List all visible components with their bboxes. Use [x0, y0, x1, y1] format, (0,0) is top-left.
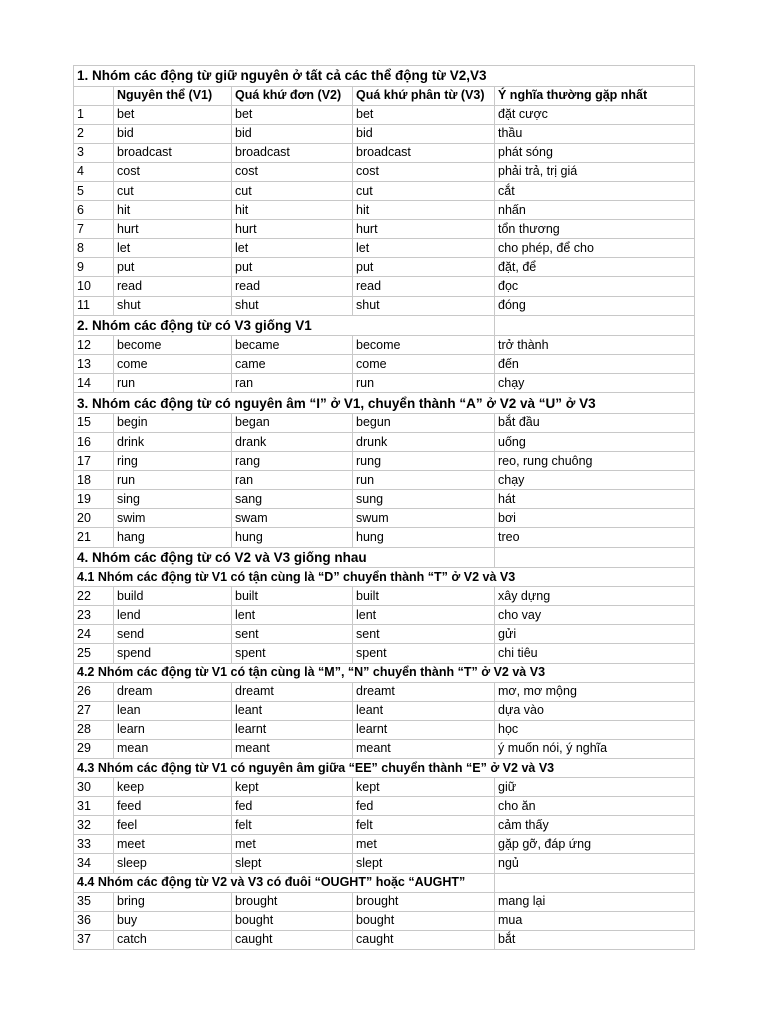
irregular-verbs-table — [73, 65, 695, 950]
cell-meaning: cho phép, để cho — [495, 239, 695, 258]
cell-v2: ran — [232, 374, 353, 393]
table-row — [74, 854, 695, 873]
cell-v1: sing — [114, 490, 232, 509]
cell-v2: drank — [232, 433, 353, 452]
cell-v1: run — [114, 471, 232, 490]
cell-v2: brought — [232, 892, 353, 911]
cell-no: 35 — [74, 892, 114, 911]
column-header-row — [74, 86, 695, 105]
cell-no: 5 — [74, 181, 114, 200]
cell-meaning: reo, rung chuông — [495, 452, 695, 471]
cell-v3: sent — [353, 625, 495, 644]
cell-v3: hung — [353, 528, 495, 547]
cell-v2: rang — [232, 452, 353, 471]
cell-v3: drunk — [353, 433, 495, 452]
cell-v2: bid — [232, 124, 353, 143]
cell-no: 16 — [74, 433, 114, 452]
cell-v2: slept — [232, 854, 353, 873]
cell-v2: became — [232, 336, 353, 355]
cell-no: 7 — [74, 220, 114, 239]
table-row — [74, 911, 695, 930]
table-row — [74, 143, 695, 162]
cell-v2: cut — [232, 181, 353, 200]
cell-v1: hurt — [114, 220, 232, 239]
cell-v2: lent — [232, 606, 353, 625]
cell-meaning: cảm thấy — [495, 816, 695, 835]
cell-v3: let — [353, 239, 495, 258]
cell-v3: bid — [353, 124, 495, 143]
table-row — [74, 181, 695, 200]
cell-v3: meant — [353, 739, 495, 758]
cell-meaning: đặt, để — [495, 258, 695, 277]
cell-v2: spent — [232, 644, 353, 663]
table-row — [74, 490, 695, 509]
cell-v1: read — [114, 277, 232, 296]
cell-v3: shut — [353, 296, 495, 315]
table-row — [74, 606, 695, 625]
cell-meaning: cắt — [495, 181, 695, 200]
cell-meaning: đến — [495, 355, 695, 374]
cell-meaning: đặt cược — [495, 105, 695, 124]
cell-v1: let — [114, 239, 232, 258]
cell-v1: swim — [114, 509, 232, 528]
cell-v3: swum — [353, 509, 495, 528]
cell-no: 3 — [74, 143, 114, 162]
cell-v2: met — [232, 835, 353, 854]
cell-meaning: trở thành — [495, 336, 695, 355]
cell-no: 17 — [74, 452, 114, 471]
cell-v3: hurt — [353, 220, 495, 239]
table-row — [74, 930, 695, 949]
table-row — [74, 355, 695, 374]
cell-meaning: ý muốn nói, ý nghĩa — [495, 739, 695, 758]
table-row — [74, 413, 695, 432]
table-row — [74, 124, 695, 143]
cell-meaning: treo — [495, 528, 695, 547]
cell-v2: read — [232, 277, 353, 296]
subsection-title: 4.1 Nhóm các động từ V1 có tận cùng là “D” chuyển thành “T” ở V2 và V3 — [74, 568, 695, 587]
table-row — [74, 625, 695, 644]
section-heading-row — [74, 547, 695, 568]
cell-v1: feed — [114, 797, 232, 816]
cell-v3: lent — [353, 606, 495, 625]
cell-v2: bet — [232, 105, 353, 124]
cell-no: 34 — [74, 854, 114, 873]
cell-v3: run — [353, 374, 495, 393]
cell-v2: sang — [232, 490, 353, 509]
cell-v2: ran — [232, 471, 353, 490]
cell-no: 10 — [74, 277, 114, 296]
cell-v1: hit — [114, 201, 232, 220]
cell-v2: let — [232, 239, 353, 258]
cell-v3: kept — [353, 778, 495, 797]
table-row — [74, 336, 695, 355]
cell-v1: come — [114, 355, 232, 374]
cell-v3: bet — [353, 105, 495, 124]
table-row — [74, 739, 695, 758]
cell-no: 32 — [74, 816, 114, 835]
cell-v1: mean — [114, 739, 232, 758]
cell-v2: leant — [232, 701, 353, 720]
cell-v2: felt — [232, 816, 353, 835]
section-title: 4. Nhóm các động từ có V2 và V3 giống nhau — [74, 547, 495, 568]
subsection-title: 4.4 Nhóm các động từ V2 và V3 có đuôi “OUGHT” hoặc “AUGHT” — [74, 873, 495, 892]
column-header-v2: Quá khứ đơn (V2) — [232, 86, 353, 105]
cell-meaning: chi tiêu — [495, 644, 695, 663]
cell-v3: leant — [353, 701, 495, 720]
cell-no: 2 — [74, 124, 114, 143]
cell-no: 14 — [74, 374, 114, 393]
table-row — [74, 509, 695, 528]
cell-meaning: chạy — [495, 374, 695, 393]
column-header-v1: Nguyên thể (V1) — [114, 86, 232, 105]
cell-meaning: đọc — [495, 277, 695, 296]
cell-no: 36 — [74, 911, 114, 930]
cell-v1: learn — [114, 720, 232, 739]
cell-v1: bid — [114, 124, 232, 143]
cell-meaning: học — [495, 720, 695, 739]
subsection-heading-row — [74, 759, 695, 778]
cell-v1: dream — [114, 682, 232, 701]
cell-no: 12 — [74, 336, 114, 355]
cell-no: 20 — [74, 509, 114, 528]
section-title: 2. Nhóm các động từ có V3 giống V1 — [74, 315, 495, 336]
subsection-heading-row — [74, 663, 695, 682]
cell-v2: meant — [232, 739, 353, 758]
section-title: 1. Nhóm các động từ giữ nguyên ở tất cả các thể động từ V2,V3 — [74, 66, 695, 87]
cell-v1: catch — [114, 930, 232, 949]
cell-v3: begun — [353, 413, 495, 432]
cell-v1: send — [114, 625, 232, 644]
cell-v1: lend — [114, 606, 232, 625]
table-row — [74, 258, 695, 277]
cell-meaning: đóng — [495, 296, 695, 315]
column-header-v3: Quá khứ phân từ (V3) — [353, 86, 495, 105]
cell-meaning: cho vay — [495, 606, 695, 625]
cell-v2: fed — [232, 797, 353, 816]
cell-no: 21 — [74, 528, 114, 547]
cell-v2: caught — [232, 930, 353, 949]
cell-v2: cost — [232, 162, 353, 181]
table-row — [74, 892, 695, 911]
cell-v1: meet — [114, 835, 232, 854]
cell-v2: learnt — [232, 720, 353, 739]
cell-v1: spend — [114, 644, 232, 663]
verbs-table-body — [74, 66, 695, 950]
cell-meaning: gửi — [495, 625, 695, 644]
cell-no: 30 — [74, 778, 114, 797]
cell-meaning: uống — [495, 433, 695, 452]
cell-no: 29 — [74, 739, 114, 758]
table-row — [74, 162, 695, 181]
table-row — [74, 644, 695, 663]
cell-no: 8 — [74, 239, 114, 258]
cell-meaning: phải trả, trị giá — [495, 162, 695, 181]
cell-v1: hang — [114, 528, 232, 547]
cell-meaning: tổn thương — [495, 220, 695, 239]
table-row — [74, 374, 695, 393]
cell-v1: bet — [114, 105, 232, 124]
cell-no: 11 — [74, 296, 114, 315]
cell-v3: run — [353, 471, 495, 490]
cell-no: 1 — [74, 105, 114, 124]
cell-v2: came — [232, 355, 353, 374]
cell-v1: buy — [114, 911, 232, 930]
cell-v2: hurt — [232, 220, 353, 239]
cell-v3: built — [353, 587, 495, 606]
cell-v2: hung — [232, 528, 353, 547]
cell-no: 18 — [74, 471, 114, 490]
cell-v1: drink — [114, 433, 232, 452]
cell-meaning: bắt đầu — [495, 413, 695, 432]
cell-v2: bought — [232, 911, 353, 930]
cell-v3: hit — [353, 201, 495, 220]
table-row — [74, 239, 695, 258]
cell-no: 31 — [74, 797, 114, 816]
table-row — [74, 105, 695, 124]
table-row — [74, 797, 695, 816]
cell-v3: spent — [353, 644, 495, 663]
cell-meaning: nhấn — [495, 201, 695, 220]
cell-v3: cut — [353, 181, 495, 200]
section-heading-row — [74, 66, 695, 87]
cell-meaning: mơ, mơ mộng — [495, 682, 695, 701]
table-row — [74, 220, 695, 239]
cell-v1: feel — [114, 816, 232, 835]
cell-no: 13 — [74, 355, 114, 374]
empty-cell — [495, 547, 695, 568]
cell-no: 25 — [74, 644, 114, 663]
cell-meaning: chạy — [495, 471, 695, 490]
table-row — [74, 296, 695, 315]
cell-v2: shut — [232, 296, 353, 315]
cell-no: 15 — [74, 413, 114, 432]
cell-v3: fed — [353, 797, 495, 816]
cell-v1: ring — [114, 452, 232, 471]
cell-meaning: mang lại — [495, 892, 695, 911]
cell-v1: begin — [114, 413, 232, 432]
table-row — [74, 433, 695, 452]
cell-v3: caught — [353, 930, 495, 949]
table-row — [74, 720, 695, 739]
subsection-heading-row — [74, 568, 695, 587]
column-header-no — [74, 86, 114, 105]
cell-meaning: giữ — [495, 778, 695, 797]
table-row — [74, 587, 695, 606]
empty-cell — [495, 315, 695, 336]
table-row — [74, 816, 695, 835]
cell-v3: broadcast — [353, 143, 495, 162]
cell-v1: build — [114, 587, 232, 606]
section-title: 3. Nhóm các động từ có nguyên âm “I” ở V1, chuyển thành “A” ở V2 và “U” ở V3 — [74, 393, 695, 414]
cell-v3: become — [353, 336, 495, 355]
cell-no: 24 — [74, 625, 114, 644]
cell-meaning: ngủ — [495, 854, 695, 873]
cell-v1: cut — [114, 181, 232, 200]
cell-v1: run — [114, 374, 232, 393]
cell-v3: cost — [353, 162, 495, 181]
cell-v2: kept — [232, 778, 353, 797]
cell-v1: put — [114, 258, 232, 277]
cell-v1: cost — [114, 162, 232, 181]
cell-meaning: bắt — [495, 930, 695, 949]
cell-no: 9 — [74, 258, 114, 277]
cell-v1: keep — [114, 778, 232, 797]
cell-no: 19 — [74, 490, 114, 509]
cell-no: 28 — [74, 720, 114, 739]
subsection-title: 4.3 Nhóm các động từ V1 có nguyên âm giữa “EE” chuyển thành “E” ở V2 và V3 — [74, 759, 695, 778]
subsection-heading-row — [74, 873, 695, 892]
cell-v1: shut — [114, 296, 232, 315]
cell-v3: learnt — [353, 720, 495, 739]
cell-no: 26 — [74, 682, 114, 701]
cell-meaning: phát sóng — [495, 143, 695, 162]
cell-v1: broadcast — [114, 143, 232, 162]
cell-v2: built — [232, 587, 353, 606]
cell-v3: sung — [353, 490, 495, 509]
cell-v3: felt — [353, 816, 495, 835]
cell-no: 22 — [74, 587, 114, 606]
table-row — [74, 778, 695, 797]
cell-v1: become — [114, 336, 232, 355]
section-heading-row — [74, 393, 695, 414]
cell-v2: dreamt — [232, 682, 353, 701]
cell-v3: bought — [353, 911, 495, 930]
table-row — [74, 471, 695, 490]
cell-meaning: xây dựng — [495, 587, 695, 606]
cell-meaning: cho ăn — [495, 797, 695, 816]
cell-v2: began — [232, 413, 353, 432]
table-row — [74, 835, 695, 854]
table-row — [74, 277, 695, 296]
cell-meaning: bơi — [495, 509, 695, 528]
cell-v1: lean — [114, 701, 232, 720]
cell-meaning: hát — [495, 490, 695, 509]
cell-v1: sleep — [114, 854, 232, 873]
column-header-meaning: Ý nghĩa thường gặp nhất — [495, 86, 695, 105]
table-row — [74, 701, 695, 720]
cell-v3: met — [353, 835, 495, 854]
table-row — [74, 201, 695, 220]
cell-v2: broadcast — [232, 143, 353, 162]
table-row — [74, 682, 695, 701]
cell-v3: slept — [353, 854, 495, 873]
cell-v3: dreamt — [353, 682, 495, 701]
cell-meaning: dựa vào — [495, 701, 695, 720]
cell-v1: bring — [114, 892, 232, 911]
cell-v2: put — [232, 258, 353, 277]
table-row — [74, 452, 695, 471]
cell-v2: swam — [232, 509, 353, 528]
cell-no: 33 — [74, 835, 114, 854]
subsection-title: 4.2 Nhóm các động từ V1 có tận cùng là “M”, “N” chuyển thành “T” ở V2 và V3 — [74, 663, 695, 682]
table-row — [74, 528, 695, 547]
cell-meaning: thầu — [495, 124, 695, 143]
cell-v2: hit — [232, 201, 353, 220]
cell-no: 37 — [74, 930, 114, 949]
empty-cell — [495, 873, 695, 892]
cell-v3: brought — [353, 892, 495, 911]
cell-v3: read — [353, 277, 495, 296]
cell-no: 27 — [74, 701, 114, 720]
cell-no: 6 — [74, 201, 114, 220]
cell-v3: come — [353, 355, 495, 374]
cell-meaning: gặp gỡ, đáp ứng — [495, 835, 695, 854]
cell-no: 23 — [74, 606, 114, 625]
cell-v3: put — [353, 258, 495, 277]
section-heading-row — [74, 315, 695, 336]
cell-meaning: mua — [495, 911, 695, 930]
cell-no: 4 — [74, 162, 114, 181]
cell-v2: sent — [232, 625, 353, 644]
cell-v3: rung — [353, 452, 495, 471]
